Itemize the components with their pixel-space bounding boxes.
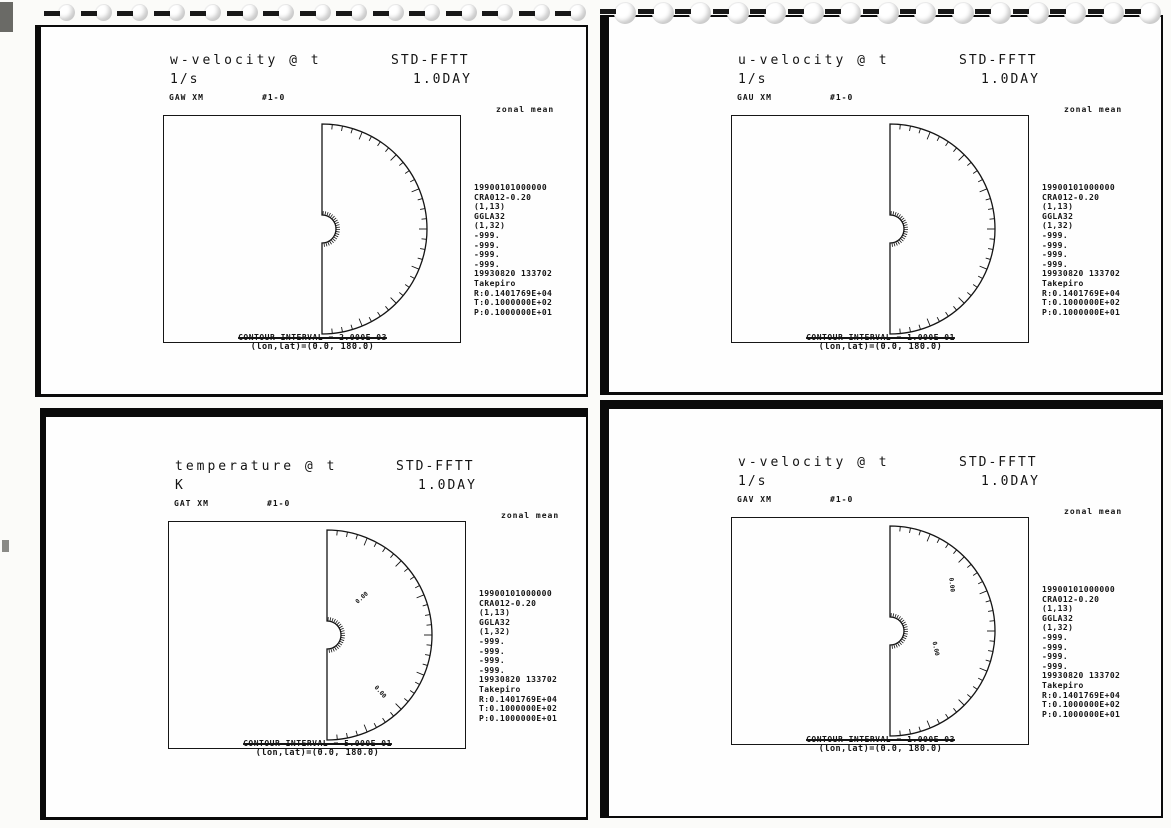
panel-title: w-velocity @ t	[170, 53, 322, 68]
plot-panel-temperature	[46, 433, 586, 817]
meta-line: 19900101000000	[479, 589, 553, 598]
meta-line: -999.	[1042, 661, 1069, 671]
binding-hole	[423, 4, 440, 21]
meta-line: -999.	[474, 240, 501, 250]
meta-line: 19930820 133702	[479, 675, 558, 685]
plot-caption	[168, 739, 467, 758]
sheet-bottom-left	[40, 408, 588, 820]
plot-caption	[731, 735, 1030, 754]
binding-hole	[614, 2, 636, 24]
contour-plot	[169, 522, 465, 748]
plot-caption	[163, 333, 462, 352]
binding-hole	[802, 2, 824, 24]
meta-line: -999.	[479, 656, 506, 666]
binding-hole	[350, 4, 367, 21]
view-label: zonal mean	[496, 105, 555, 114]
binding-hole	[689, 2, 711, 24]
meta-line: T:0.1000000E+02	[1042, 700, 1121, 710]
sheet-top-right	[600, 15, 1163, 395]
binding-hole	[952, 2, 974, 24]
sheet-bottom-right	[600, 400, 1163, 818]
panel-title: u-velocity @ t	[738, 53, 890, 68]
lonlat-text: (lon,lat)=(0.0, 180.0)	[255, 748, 380, 758]
meta-line: -999.	[474, 259, 501, 269]
meta-line: (1,32)	[474, 221, 506, 231]
lonlat-text: (lon,lat)=(0.0, 180.0)	[818, 342, 943, 352]
contour-plot	[164, 116, 460, 342]
binding-hole	[131, 4, 148, 21]
meta-line: R:0.1401769E+04	[479, 694, 558, 704]
meta-line: P:0.1000000E+01	[479, 713, 558, 723]
meta-line: Takepiro	[1042, 680, 1084, 690]
meta-line: 19930820 133702	[1042, 269, 1121, 279]
binding-hole	[168, 4, 185, 21]
spiral-binding	[0, 0, 1171, 30]
binding-hole	[1139, 2, 1161, 24]
plot-frame	[168, 521, 466, 749]
experiment-label: STD-FFTT	[959, 53, 1038, 68]
meta-line: -999.	[1042, 642, 1069, 652]
meta-line: (1,32)	[1042, 221, 1074, 231]
binding-hole	[569, 4, 586, 21]
meta-line: Takepiro	[479, 684, 521, 694]
contour-interval-text: CONTOUR INTERVAL = 5.000E-01	[243, 739, 392, 748]
metadata-block	[1042, 585, 1120, 719]
plot-panel-v-velocity	[609, 429, 1161, 816]
meta-line: CRA012-0.20	[479, 598, 537, 608]
meta-line: -999.	[1042, 632, 1069, 642]
binding-hole	[58, 4, 75, 21]
binding-hole	[277, 4, 294, 21]
contour-plot	[732, 518, 1028, 744]
view-label: zonal mean	[1064, 105, 1123, 114]
lonlat-text: (lon,lat)=(0.0, 180.0)	[818, 744, 943, 754]
binding-hole	[727, 2, 749, 24]
binding-hole	[204, 4, 221, 21]
meta-line: T:0.1000000E+02	[479, 704, 558, 714]
meta-line: -999.	[474, 230, 501, 240]
variable-code: GAV XM	[737, 495, 772, 504]
binding-hole	[314, 4, 331, 21]
plot-frame	[731, 115, 1029, 343]
plot-frame	[731, 517, 1029, 745]
view-label: zonal mean	[1064, 507, 1123, 516]
svg-text:0.00: 0.00	[930, 640, 941, 657]
meta-line: T:0.1000000E+02	[1042, 298, 1121, 308]
scan-smudge	[2, 540, 9, 552]
experiment-label: STD-FFTT	[391, 53, 470, 68]
meta-line: -999.	[479, 636, 506, 646]
variable-code: GAT XM	[174, 499, 209, 508]
metadata-block	[479, 589, 557, 723]
binding-hole	[652, 2, 674, 24]
plot-caption	[731, 333, 1030, 352]
frame-number: #1-0	[830, 495, 854, 504]
frame-number: #1-0	[267, 499, 291, 508]
binding-hole	[387, 4, 404, 21]
binding-hole	[1027, 2, 1049, 24]
meta-line: GGLA32	[1042, 613, 1074, 623]
meta-line: CRA012-0.20	[474, 192, 532, 202]
meta-line: (1,13)	[479, 608, 511, 618]
meta-line: 19930820 133702	[474, 269, 553, 279]
binding-hole	[95, 4, 112, 21]
svg-text:0.00: 0.00	[372, 684, 388, 700]
plot-panel-u-velocity	[609, 27, 1161, 392]
metadata-block	[1042, 183, 1120, 317]
frame-number: #1-0	[262, 93, 286, 102]
experiment-label: STD-FFTT	[959, 455, 1038, 470]
contour-interval-text: CONTOUR INTERVAL = 2.000E-03	[238, 333, 387, 342]
meta-line: (1,13)	[1042, 604, 1074, 614]
meta-line: 19900101000000	[1042, 585, 1116, 594]
time-label: 1.0DAY	[981, 474, 1040, 489]
experiment-label: STD-FFTT	[396, 459, 475, 474]
meta-line: -999.	[474, 250, 501, 260]
binding-hole	[496, 4, 513, 21]
lonlat-text: (lon,lat)=(0.0, 180.0)	[250, 342, 375, 352]
meta-line: Takepiro	[1042, 278, 1084, 288]
time-label: 1.0DAY	[418, 478, 477, 493]
binding-hole	[1102, 2, 1124, 24]
units-label: 1/s	[738, 474, 768, 489]
contour-interval-text: CONTOUR INTERVAL = 1.000E-01	[806, 333, 955, 342]
meta-line: GGLA32	[474, 211, 506, 221]
meta-line: -999.	[1042, 230, 1069, 240]
plot-frame	[163, 115, 461, 343]
svg-text:0.00: 0.00	[947, 577, 956, 593]
meta-line: T:0.1000000E+02	[474, 298, 553, 308]
meta-line: (1,13)	[1042, 202, 1074, 212]
meta-line: P:0.1000000E+01	[474, 307, 553, 317]
panel-title: temperature @ t	[175, 459, 338, 474]
meta-line: -999.	[1042, 652, 1069, 662]
contour-plot	[732, 116, 1028, 342]
panel-title: v-velocity @ t	[738, 455, 890, 470]
variable-code: GAU XM	[737, 93, 772, 102]
frame-number: #1-0	[830, 93, 854, 102]
binding-hole	[460, 4, 477, 21]
binding-hole	[764, 2, 786, 24]
time-label: 1.0DAY	[413, 72, 472, 87]
meta-line: 19900101000000	[474, 183, 548, 192]
meta-line: 19930820 133702	[1042, 671, 1121, 681]
meta-line: CRA012-0.20	[1042, 594, 1100, 604]
svg-text:0.00: 0.00	[354, 590, 370, 606]
meta-line: R:0.1401769E+04	[474, 288, 553, 298]
meta-line: -999.	[1042, 250, 1069, 260]
metadata-block	[474, 183, 552, 317]
meta-line: (1,13)	[474, 202, 506, 212]
binding-hole	[839, 2, 861, 24]
meta-line: GGLA32	[479, 617, 511, 627]
time-label: 1.0DAY	[981, 72, 1040, 87]
meta-line: R:0.1401769E+04	[1042, 690, 1121, 700]
view-label: zonal mean	[501, 511, 560, 520]
units-label: 1/s	[738, 72, 768, 87]
meta-line: -999.	[479, 665, 506, 675]
meta-line: (1,32)	[1042, 623, 1074, 633]
sheet-top-left	[35, 25, 588, 397]
binding-hole	[241, 4, 258, 21]
meta-line: P:0.1000000E+01	[1042, 709, 1121, 719]
binding-hole	[1064, 2, 1086, 24]
plot-panel-w-velocity	[41, 27, 586, 394]
variable-code: GAW XM	[169, 93, 204, 102]
meta-line: (1,32)	[479, 627, 511, 637]
binding-hole	[989, 2, 1011, 24]
meta-line: CRA012-0.20	[1042, 192, 1100, 202]
meta-line: -999.	[1042, 240, 1069, 250]
binding-hole	[914, 2, 936, 24]
units-label: K	[175, 478, 185, 493]
units-label: 1/s	[170, 72, 200, 87]
meta-line: R:0.1401769E+04	[1042, 288, 1121, 298]
binding-hole	[877, 2, 899, 24]
meta-line: Takepiro	[474, 278, 516, 288]
meta-line: GGLA32	[1042, 211, 1074, 221]
binding-hole	[533, 4, 550, 21]
meta-line: 19900101000000	[1042, 183, 1116, 192]
meta-line: P:0.1000000E+01	[1042, 307, 1121, 317]
contour-interval-text: CONTOUR INTERVAL = 1.000E-03	[806, 735, 955, 744]
meta-line: -999.	[479, 646, 506, 656]
meta-line: -999.	[1042, 259, 1069, 269]
